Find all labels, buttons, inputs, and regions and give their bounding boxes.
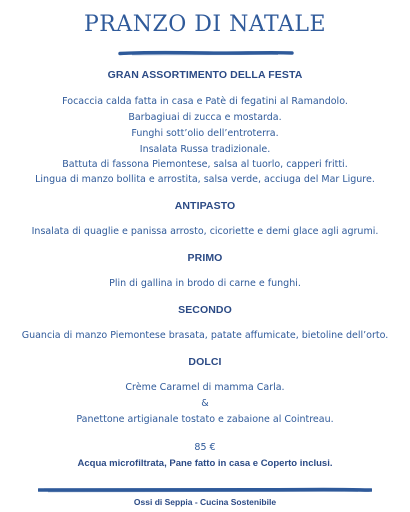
section-heading-secondo: SECONDO xyxy=(178,304,232,316)
menu-title: PRANZO DI NATALE xyxy=(83,12,327,37)
footer-restaurant-name: Ossi di Seppia - Cucina Sostenibile xyxy=(133,497,277,507)
title-brush-underline xyxy=(118,50,294,56)
menu-item: Plin di gallina in brodo di carne e funghi. xyxy=(109,278,301,289)
section-heading-antipasto: ANTIPASTO xyxy=(174,200,236,212)
menu-item-ampersand: & xyxy=(201,398,209,409)
menu-item: Crème Caramel di mamma Carla. xyxy=(125,382,285,393)
menu-item: Insalata di quaglie e panissa arrosto, cicoriette e demi glace agli agrumi. xyxy=(31,226,379,237)
footer-brush-divider xyxy=(38,487,372,493)
menu-item: Panettone artigianale tostato e zabaione al Cointreau. xyxy=(76,414,334,425)
menu-item: Insalata Russa tradizionale. xyxy=(139,144,271,155)
price: 85 € xyxy=(194,442,216,453)
included-note: Acqua microfiltrata, Pane fatto in casa e Coperto inclusi. xyxy=(77,458,333,469)
menu-item: Lingua di manzo bollita e arrostita, salsa verde, acciuga del Mar Ligure. xyxy=(35,174,375,185)
menu-item: Focaccia calda fatta in casa e Patè di fegatini al Ramandolo. xyxy=(62,96,348,107)
section-heading-gran-assortimento: GRAN ASSORTIMENTO DELLA FESTA xyxy=(107,69,303,81)
menu-item: Barbagiuai di zucca e mostarda. xyxy=(128,112,282,123)
menu-item: Funghi sott’olio dell’entroterra. xyxy=(131,128,279,139)
menu-item: Battuta di fassona Piemontese, salsa al tuorlo, capperi fritti. xyxy=(62,159,348,170)
menu-item: Guancia di manzo Piemontese brasata, patate affumicate, bietoline dell’orto. xyxy=(21,330,389,341)
section-heading-primo: PRIMO xyxy=(187,252,223,264)
section-heading-dolci: DOLCI xyxy=(188,356,222,368)
